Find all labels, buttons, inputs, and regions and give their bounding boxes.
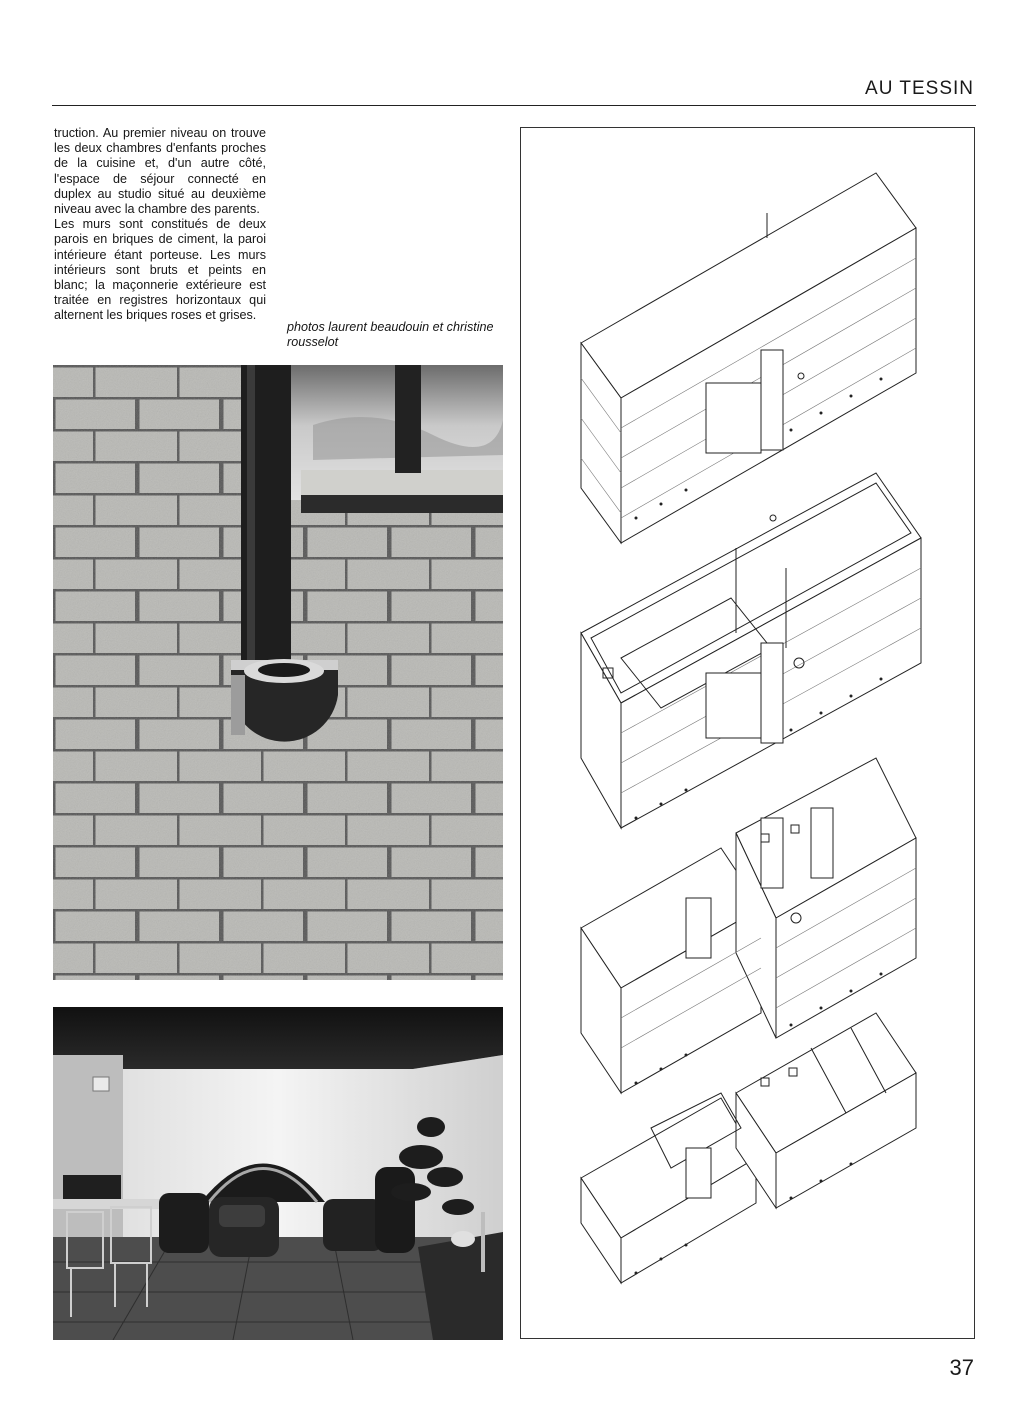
- axonometric-drawing-frame: [520, 127, 975, 1339]
- brick-wall-downspout-photo: [53, 365, 503, 980]
- exploded-axonometric-drawing: [521, 128, 974, 1338]
- photo-wall-image: [53, 365, 503, 980]
- running-title: AU TESSIN: [865, 78, 974, 99]
- header-rule: [52, 105, 976, 106]
- photo-interior-image: [53, 1007, 503, 1340]
- article-paragraph-1: truction. Au premier niveau on trouve les deux chambres d'enfants proches de la cuisine et, d'un autre côté, l'espace de séjour connecté en duplex au studio situé au deuxième niveau avec la chambre des parents.: [54, 126, 266, 217]
- article-paragraph-2: Les murs sont constitués de deux parois en briques de ciment, la paroi intérieure étant porteuse. Les murs intérieurs sont bruts et peints en blanc; la maçonnerie extérieure est traitée en registres horizontaux qui alternent les briques roses et grises.: [54, 217, 266, 323]
- photo-credit: photos laurent beaudouin et christine rousselot: [287, 320, 494, 350]
- page-number: 37: [949, 1355, 974, 1380]
- living-room-interior-photo: [53, 1007, 503, 1340]
- article-body: [54, 126, 266, 324]
